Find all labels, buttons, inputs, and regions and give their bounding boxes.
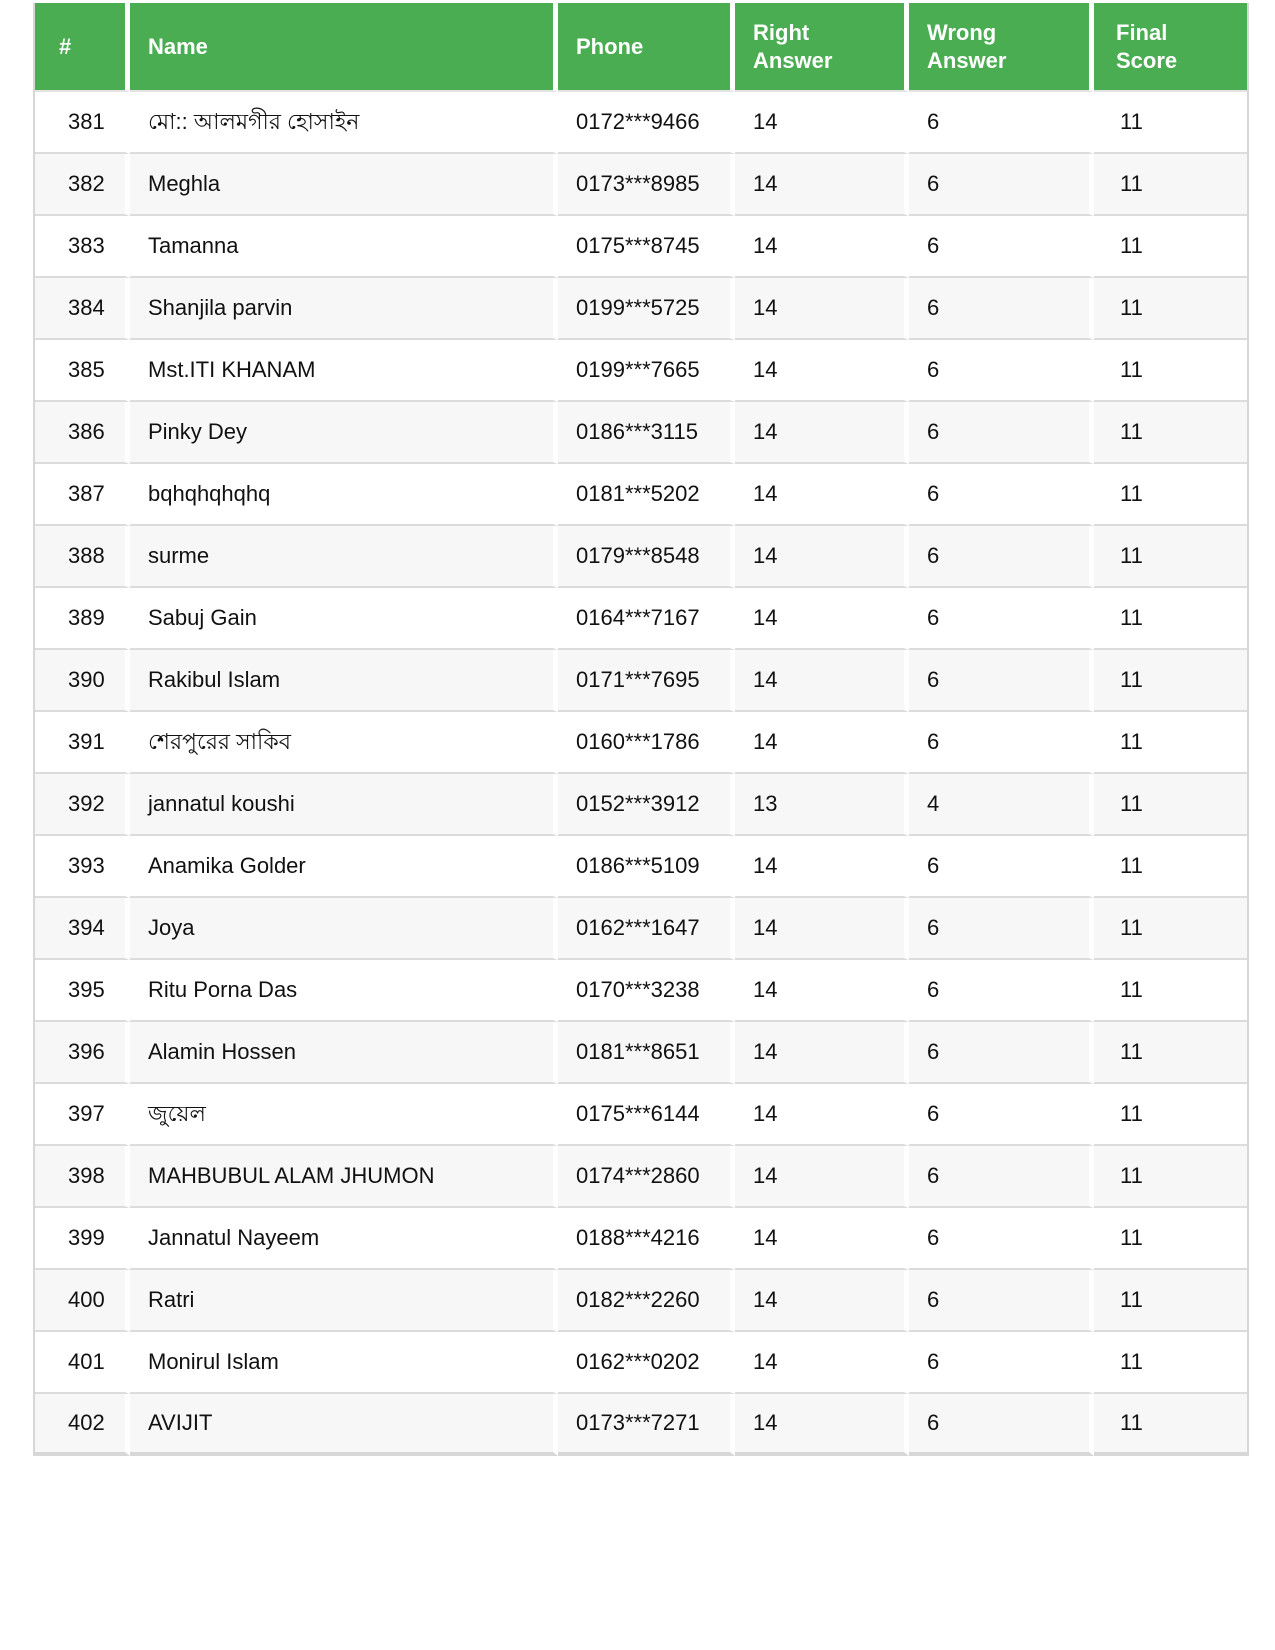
table-row xyxy=(35,836,1247,898)
row-number-cell: 398 xyxy=(35,1146,130,1208)
wrong-answer-cell: 6 xyxy=(909,92,1094,154)
final-score-cell: 11 xyxy=(1094,402,1247,464)
final-score-cell: 11 xyxy=(1094,712,1247,774)
right-answer-cell: 14 xyxy=(735,1022,909,1084)
row-number-cell: 394 xyxy=(35,898,130,960)
column-header-number: # xyxy=(35,3,130,92)
final-score-cell: 11 xyxy=(1094,278,1247,340)
final-score-cell: 11 xyxy=(1094,960,1247,1022)
wrong-answer-cell: 4 xyxy=(909,774,1094,836)
name-cell: শেরপুরের সাকিব xyxy=(130,712,558,774)
table-header xyxy=(35,3,1247,92)
final-score-cell: 11 xyxy=(1094,898,1247,960)
phone-cell: 0162***1647 xyxy=(558,898,735,960)
final-score-cell: 11 xyxy=(1094,650,1247,712)
name-cell: Ratri xyxy=(130,1270,558,1332)
right-answer-cell: 14 xyxy=(735,712,909,774)
column-header-name: Name xyxy=(130,3,558,92)
right-answer-cell: 14 xyxy=(735,402,909,464)
right-answer-cell: 14 xyxy=(735,836,909,898)
final-score-cell: 11 xyxy=(1094,1146,1247,1208)
final-score-cell: 11 xyxy=(1094,92,1247,154)
phone-cell: 0164***7167 xyxy=(558,588,735,650)
table-row xyxy=(35,1022,1247,1084)
table-row xyxy=(35,1084,1247,1146)
row-number-cell: 396 xyxy=(35,1022,130,1084)
phone-cell: 0172***9466 xyxy=(558,92,735,154)
name-cell: Anamika Golder xyxy=(130,836,558,898)
name-cell: Pinky Dey xyxy=(130,402,558,464)
table-row xyxy=(35,340,1247,402)
name-cell: AVIJIT xyxy=(130,1394,558,1456)
wrong-answer-cell: 6 xyxy=(909,1208,1094,1270)
row-number-cell: 395 xyxy=(35,960,130,1022)
final-score-cell: 11 xyxy=(1094,1084,1247,1146)
name-cell: Sabuj Gain xyxy=(130,588,558,650)
row-number-cell: 397 xyxy=(35,1084,130,1146)
phone-cell: 0181***5202 xyxy=(558,464,735,526)
phone-cell: 0186***5109 xyxy=(558,836,735,898)
column-header-wrong-answer: Wrong Answer xyxy=(909,3,1094,92)
phone-cell: 0179***8548 xyxy=(558,526,735,588)
table-row xyxy=(35,92,1247,154)
name-cell: Alamin Hossen xyxy=(130,1022,558,1084)
phone-cell: 0199***7665 xyxy=(558,340,735,402)
table-row xyxy=(35,1146,1247,1208)
table-row xyxy=(35,526,1247,588)
header-row xyxy=(35,3,1247,92)
final-score-cell: 11 xyxy=(1094,1022,1247,1084)
right-answer-cell: 14 xyxy=(735,216,909,278)
phone-cell: 0174***2860 xyxy=(558,1146,735,1208)
phone-cell: 0182***2260 xyxy=(558,1270,735,1332)
wrong-answer-cell: 6 xyxy=(909,402,1094,464)
phone-cell: 0152***3912 xyxy=(558,774,735,836)
table-row xyxy=(35,1394,1247,1456)
phone-cell: 0162***0202 xyxy=(558,1332,735,1394)
name-cell: Meghla xyxy=(130,154,558,216)
right-answer-cell: 13 xyxy=(735,774,909,836)
phone-cell: 0170***3238 xyxy=(558,960,735,1022)
name-cell: Jannatul Nayeem xyxy=(130,1208,558,1270)
right-answer-cell: 14 xyxy=(735,526,909,588)
phone-cell: 0171***7695 xyxy=(558,650,735,712)
final-score-cell: 11 xyxy=(1094,1394,1247,1456)
right-answer-cell: 14 xyxy=(735,464,909,526)
wrong-answer-cell: 6 xyxy=(909,588,1094,650)
table-row xyxy=(35,774,1247,836)
table-row xyxy=(35,216,1247,278)
final-score-cell: 11 xyxy=(1094,340,1247,402)
phone-cell: 0175***6144 xyxy=(558,1084,735,1146)
row-number-cell: 390 xyxy=(35,650,130,712)
wrong-answer-cell: 6 xyxy=(909,278,1094,340)
table-row xyxy=(35,1332,1247,1394)
name-cell: Rakibul Islam xyxy=(130,650,558,712)
table-row xyxy=(35,898,1247,960)
wrong-answer-cell: 6 xyxy=(909,1146,1094,1208)
row-number-cell: 381 xyxy=(35,92,130,154)
final-score-cell: 11 xyxy=(1094,836,1247,898)
right-answer-cell: 14 xyxy=(735,278,909,340)
right-answer-cell: 14 xyxy=(735,1146,909,1208)
table-row xyxy=(35,1208,1247,1270)
name-cell: bqhqhqhqhq xyxy=(130,464,558,526)
row-number-cell: 387 xyxy=(35,464,130,526)
final-score-cell: 11 xyxy=(1094,588,1247,650)
final-score-cell: 11 xyxy=(1094,1270,1247,1332)
right-answer-cell: 14 xyxy=(735,1394,909,1456)
name-cell: Mst.ITI KHANAM xyxy=(130,340,558,402)
row-number-cell: 393 xyxy=(35,836,130,898)
column-header-right-answer: Right Answer xyxy=(735,3,909,92)
row-number-cell: 400 xyxy=(35,1270,130,1332)
row-number-cell: 391 xyxy=(35,712,130,774)
table-row xyxy=(35,1270,1247,1332)
row-number-cell: 389 xyxy=(35,588,130,650)
final-score-cell: 11 xyxy=(1094,1332,1247,1394)
table-body xyxy=(35,92,1247,1456)
final-score-cell: 11 xyxy=(1094,526,1247,588)
name-cell: Tamanna xyxy=(130,216,558,278)
final-score-cell: 11 xyxy=(1094,216,1247,278)
final-score-cell: 11 xyxy=(1094,464,1247,526)
wrong-answer-cell: 6 xyxy=(909,960,1094,1022)
row-number-cell: 383 xyxy=(35,216,130,278)
row-number-cell: 384 xyxy=(35,278,130,340)
wrong-answer-cell: 6 xyxy=(909,1270,1094,1332)
right-answer-cell: 14 xyxy=(735,154,909,216)
row-number-cell: 388 xyxy=(35,526,130,588)
column-header-final-score: Final Score xyxy=(1094,3,1247,92)
wrong-answer-cell: 6 xyxy=(909,898,1094,960)
phone-cell: 0186***3115 xyxy=(558,402,735,464)
wrong-answer-cell: 6 xyxy=(909,1332,1094,1394)
row-number-cell: 399 xyxy=(35,1208,130,1270)
right-answer-cell: 14 xyxy=(735,898,909,960)
wrong-answer-cell: 6 xyxy=(909,340,1094,402)
wrong-answer-cell: 6 xyxy=(909,836,1094,898)
row-number-cell: 401 xyxy=(35,1332,130,1394)
row-number-cell: 382 xyxy=(35,154,130,216)
right-answer-cell: 14 xyxy=(735,1332,909,1394)
table-row xyxy=(35,402,1247,464)
right-answer-cell: 14 xyxy=(735,1084,909,1146)
table-row xyxy=(35,278,1247,340)
right-answer-cell: 14 xyxy=(735,1270,909,1332)
final-score-cell: 11 xyxy=(1094,154,1247,216)
wrong-answer-cell: 6 xyxy=(909,712,1094,774)
name-cell: Monirul Islam xyxy=(130,1332,558,1394)
name-cell: মো:: আলমগীর হোসাইন xyxy=(130,92,558,154)
wrong-answer-cell: 6 xyxy=(909,216,1094,278)
table-row xyxy=(35,588,1247,650)
table-row xyxy=(35,650,1247,712)
phone-cell: 0199***5725 xyxy=(558,278,735,340)
table-row xyxy=(35,154,1247,216)
right-answer-cell: 14 xyxy=(735,588,909,650)
phone-cell: 0173***7271 xyxy=(558,1394,735,1456)
name-cell: Joya xyxy=(130,898,558,960)
column-header-phone: Phone xyxy=(558,3,735,92)
phone-cell: 0173***8985 xyxy=(558,154,735,216)
phone-cell: 0175***8745 xyxy=(558,216,735,278)
wrong-answer-cell: 6 xyxy=(909,1022,1094,1084)
phone-cell: 0181***8651 xyxy=(558,1022,735,1084)
right-answer-cell: 14 xyxy=(735,1208,909,1270)
wrong-answer-cell: 6 xyxy=(909,1084,1094,1146)
name-cell: MAHBUBUL ALAM JHUMON xyxy=(130,1146,558,1208)
name-cell: Shanjila parvin xyxy=(130,278,558,340)
table-row xyxy=(35,712,1247,774)
right-answer-cell: 14 xyxy=(735,960,909,1022)
name-cell: surme xyxy=(130,526,558,588)
table-row xyxy=(35,464,1247,526)
row-number-cell: 386 xyxy=(35,402,130,464)
wrong-answer-cell: 6 xyxy=(909,154,1094,216)
right-answer-cell: 14 xyxy=(735,650,909,712)
phone-cell: 0160***1786 xyxy=(558,712,735,774)
row-number-cell: 402 xyxy=(35,1394,130,1456)
row-number-cell: 392 xyxy=(35,774,130,836)
wrong-answer-cell: 6 xyxy=(909,526,1094,588)
final-score-cell: 11 xyxy=(1094,1208,1247,1270)
name-cell: jannatul koushi xyxy=(130,774,558,836)
wrong-answer-cell: 6 xyxy=(909,1394,1094,1456)
wrong-answer-cell: 6 xyxy=(909,650,1094,712)
name-cell: জুয়েল xyxy=(130,1084,558,1146)
final-score-cell: 11 xyxy=(1094,774,1247,836)
quiz-results-table xyxy=(33,3,1249,1456)
wrong-answer-cell: 6 xyxy=(909,464,1094,526)
row-number-cell: 385 xyxy=(35,340,130,402)
phone-cell: 0188***4216 xyxy=(558,1208,735,1270)
name-cell: Ritu Porna Das xyxy=(130,960,558,1022)
right-answer-cell: 14 xyxy=(735,92,909,154)
table-row xyxy=(35,960,1247,1022)
right-answer-cell: 14 xyxy=(735,340,909,402)
